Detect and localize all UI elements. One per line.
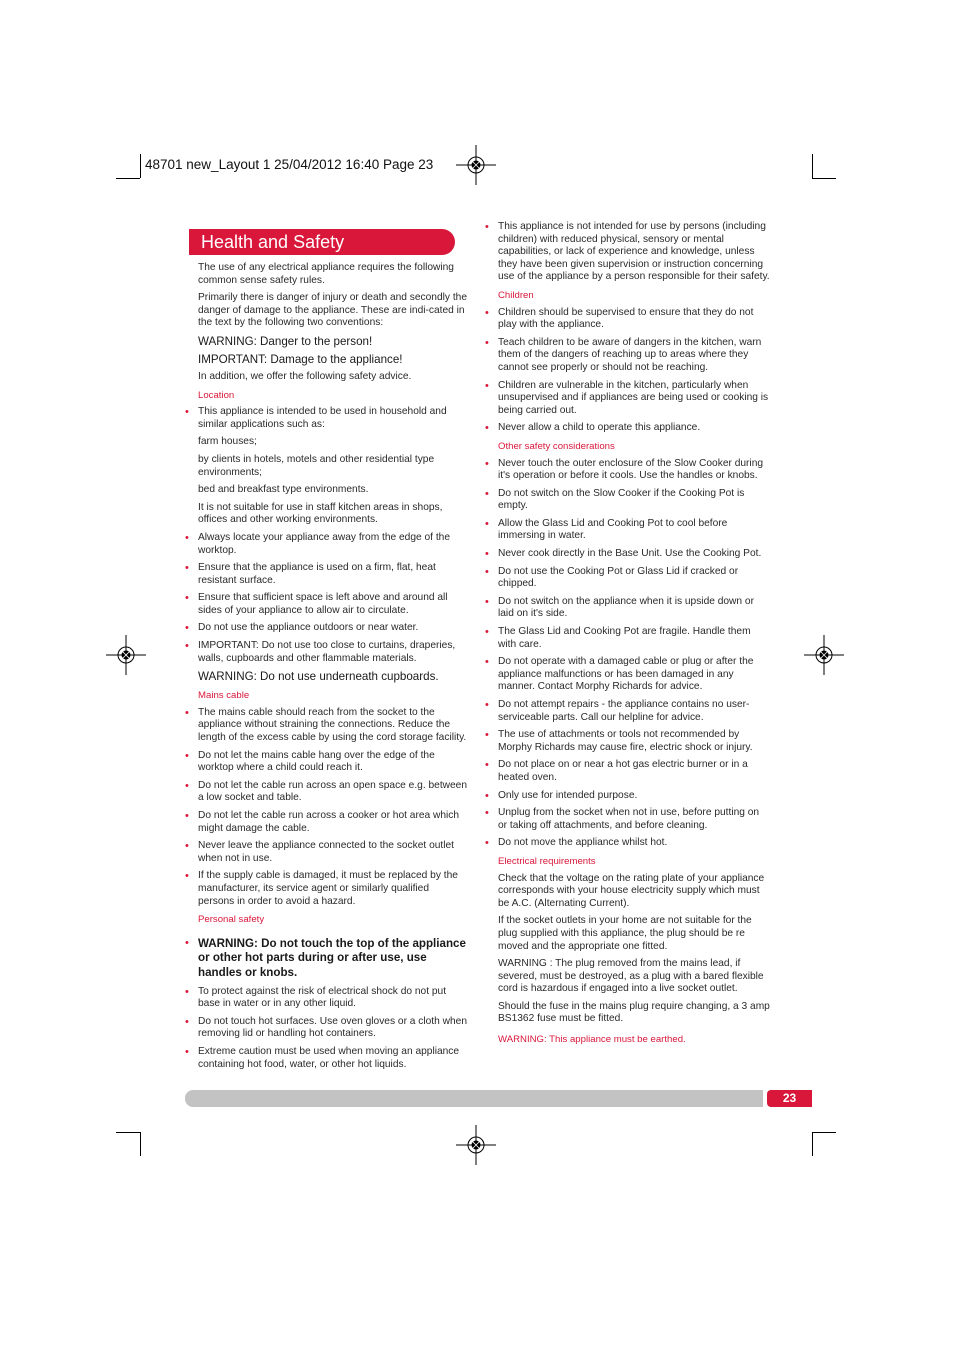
list-item: • IMPORTANT: Do not use too close to curtains, draperies, walls, cupboards and other flammable materials.: [185, 640, 456, 664]
page-number: 23: [767, 1090, 812, 1107]
bullet-icon: •: [185, 985, 189, 998]
bullet-icon: •: [485, 595, 489, 608]
important-appliance: IMPORTANT: Damage to the appliance!: [198, 352, 403, 366]
list-item: • Teach children to be aware of dangers in the kitchen, warn them of the dangers of reaching up to areas where they cannot see properly or should not be reaching.: [485, 336, 762, 373]
electrical-text: If the socket outlets in your home are not suitable for the plug supplied with this appliance, the plug should be re moved and the appropriate one fitted.: [498, 915, 752, 952]
list-subtext: It is not suitable for use in staff kitchen areas in shops, offices and other working environments.: [198, 501, 443, 526]
intro-text: The use of any electrical appliance requires the following common sense safety rules.: [198, 262, 454, 286]
crop-mark: [812, 1132, 836, 1133]
list-item: • The Glass Lid and Cooking Pot are fragile. Handle them with care.: [485, 626, 751, 650]
bullet-icon: •: [185, 592, 189, 605]
registration-mark-icon: [106, 635, 146, 675]
bullet-icon: •: [485, 487, 489, 500]
crop-mark: [116, 1132, 140, 1133]
print-slug: 48701 new_Layout 1 25/04/2012 16:40 Page 23: [145, 157, 434, 172]
bullet-icon: •: [485, 729, 489, 742]
crop-mark: [116, 178, 140, 179]
list-item: • Do not let the cable run across an open space e.g. between a low socket and table.: [185, 779, 468, 804]
section-heading-mains-cable: Mains cable: [198, 690, 250, 702]
list-item: • Do not switch on the Slow Cooker if the Cooking Pot is empty.: [485, 487, 745, 512]
bullet-icon: •: [185, 936, 189, 949]
list-subtext: farm houses;: [198, 436, 257, 448]
electrical-text: WARNING : The plug removed from the mains lead, if severed, must be destroyed, as a plug with a bared flexible cord is hazardous if engaged into a live socket outlet.: [498, 958, 764, 995]
list-item: • Do not place on or near a hot gas electric burner or in a heated oven.: [485, 759, 748, 783]
bullet-icon: •: [185, 749, 189, 762]
crop-mark: [140, 1132, 141, 1156]
list-item: • Do not use the appliance outdoors or near water.: [185, 622, 419, 635]
list-item: • Do not operate with a damaged cable or plug or after the appliance malfunctions or has been damaged in any manner. Contact Morphy Richards for advice.: [485, 656, 754, 693]
list-item: • Allow the Glass Lid and Cooking Pot to cool before immersing in water.: [485, 517, 728, 542]
registration-mark-icon: [456, 1125, 496, 1165]
earthed-warning: WARNING: This appliance must be earthed.: [498, 1034, 686, 1046]
bullet-icon: •: [185, 562, 189, 575]
list-subtext: bed and breakfast type environments.: [198, 484, 369, 496]
list-item: • If the supply cable is damaged, it must be replaced by the manufacturer, its service agent or similarly qualified persons in order to avoid a hazard.: [185, 870, 458, 907]
list-item: • Unplug from the socket when not in use, before putting on or taking off attachments, and before cleaning.: [485, 807, 760, 831]
bullet-icon: •: [485, 517, 489, 530]
bullet-icon: •: [485, 336, 489, 349]
page-title: Health and Safety: [189, 229, 455, 255]
list-item: • Never touch the outer enclosure of the Slow Cooker during it's operation or before it cools. Use the handles or knobs.: [485, 457, 764, 482]
bullet-icon: •: [185, 870, 189, 883]
list-item: • Children should be supervised to ensure that they do not play with the appliance.: [485, 306, 754, 331]
bullet-icon: •: [485, 789, 489, 802]
bullet-icon: •: [485, 759, 489, 772]
list-item: • This appliance is intended to be used in household and similar applications such as:: [185, 406, 447, 430]
list-item: • Never allow a child to operate this appliance.: [485, 422, 701, 435]
crop-mark: [812, 178, 836, 179]
electrical-text: Check that the voltage on the rating plate of your appliance corresponds with your house electricity supply which must be A.C. (Alternating Current).: [498, 872, 765, 909]
list-item: • Only use for intended purpose.: [485, 789, 638, 802]
crop-mark: [812, 1132, 813, 1156]
section-heading-other-safety: Other safety considerations: [498, 440, 615, 452]
list-item: • Always locate your appliance away from the edge of the worktop.: [185, 531, 451, 556]
list-item: • Do not let the mains cable hang over the edge of the worktop where a child could reach it.: [185, 749, 435, 774]
bullet-icon: •: [485, 626, 489, 639]
warning-cupboards: WARNING: Do not use underneath cupboards.: [198, 670, 439, 684]
section-heading-location: Location: [198, 389, 235, 401]
bullet-icon: •: [485, 837, 489, 850]
electrical-text: Should the fuse in the mains plug require changing, a 3 amp BS1362 fuse must be fitted.: [498, 1000, 770, 1025]
bullet-icon: •: [485, 457, 489, 470]
list-item: • Children are vulnerable in the kitchen, particularly when unsupervised and if appliances are being used or cooking is being carried out.: [485, 379, 769, 416]
crop-mark: [812, 154, 813, 178]
list-item: • To protect against the risk of electrical shock do not put base in water or in any other liquid.: [185, 985, 447, 1010]
right-column: [485, 221, 770, 1047]
left-column: [185, 262, 468, 1076]
section-heading-electrical: Electrical requirements: [498, 855, 596, 867]
bullet-icon: •: [485, 699, 489, 711]
bullet-icon: •: [185, 706, 189, 719]
list-item: • The mains cable should reach from the socket to the appliance without straining the connections. Reduce the length of the excess cable by using the cord storage facility.: [185, 706, 467, 744]
bullet-icon: •: [485, 379, 489, 392]
section-heading-children: Children: [498, 289, 534, 301]
list-item: • Do not switch on the appliance when it is upside down or laid on it's side.: [485, 595, 754, 620]
warning-person: WARNING: Danger to the person!: [198, 334, 373, 348]
bullet-icon: •: [485, 565, 489, 578]
list-item: • Do not move the appliance whilst hot.: [485, 837, 668, 850]
list-item: • Never leave the appliance connected to the socket outlet when not in use.: [185, 840, 454, 864]
list-item: • Do not use the Cooking Pot or Glass Lid if cracked or chipped.: [485, 565, 739, 590]
bullet-icon: •: [185, 622, 189, 635]
bullet-icon: •: [185, 1045, 189, 1058]
addition-text: In addition, we offer the following safety advice.: [198, 370, 412, 382]
bullet-icon: •: [485, 422, 489, 435]
bullet-icon: •: [185, 640, 189, 653]
footer-bar: [185, 1090, 763, 1107]
list-subtext: by clients in hotels, motels and other residential type environments;: [198, 453, 435, 478]
list-item: • Do not attempt repairs - the appliance contains no user-serviceable parts. Call our helpline for advice.: [485, 699, 750, 723]
list-item: • Extreme caution must be used when moving an appliance containing hot food, water, or other hot liquids.: [185, 1045, 460, 1070]
list-item: • Never cook directly in the Base Unit. Use the Cooking Pot.: [485, 548, 762, 561]
bullet-icon: •: [485, 221, 489, 233]
list-item: • WARNING: Do not touch the top of the appliance or other hot parts during or after use, use handles or knobs.: [185, 936, 466, 979]
bullet-icon: •: [485, 807, 489, 820]
list-item: • Ensure that the appliance is used on a firm, flat, heat resistant surface.: [185, 562, 436, 586]
list-item: • The use of attachments or tools not recommended by Morphy Richards may cause fire, electric shock or injury.: [485, 729, 753, 753]
section-heading-personal-safety: Personal safety: [198, 914, 265, 926]
bullet-icon: •: [185, 1015, 189, 1028]
intro-text: Primarily there is danger of injury or death and secondly the danger of damage to the appliance. These are indi-cated in the text by the following two conventions:: [198, 292, 467, 329]
bullet-icon: •: [485, 306, 489, 319]
list-item: • Do not let the cable run across a cooker or hot area which might damage the cable.: [185, 810, 460, 834]
list-item: • This appliance is not intended for use by persons (including children) with reduced physical, sensory or mental capabilities, or lack of experience and knowledge, unless they have been given supervision or instruction concerning use of the appliance by a person responsible for their safety.: [485, 221, 770, 283]
bullet-icon: •: [185, 810, 189, 822]
bullet-icon: •: [485, 548, 489, 561]
bullet-icon: •: [185, 531, 189, 544]
bullet-icon: •: [485, 656, 489, 669]
list-item: • Do not touch hot surfaces. Use oven gloves or a cloth when removing lid or handling hot containers.: [185, 1015, 467, 1040]
bullet-icon: •: [185, 406, 189, 419]
list-item: • Ensure that sufficient space is left above and around all sides of your appliance to allow air to circulate.: [185, 592, 448, 616]
crop-mark: [140, 154, 141, 178]
bullet-icon: •: [185, 779, 189, 792]
registration-mark-icon: [456, 145, 496, 185]
registration-mark-icon: [804, 635, 844, 675]
bullet-icon: •: [185, 840, 189, 853]
